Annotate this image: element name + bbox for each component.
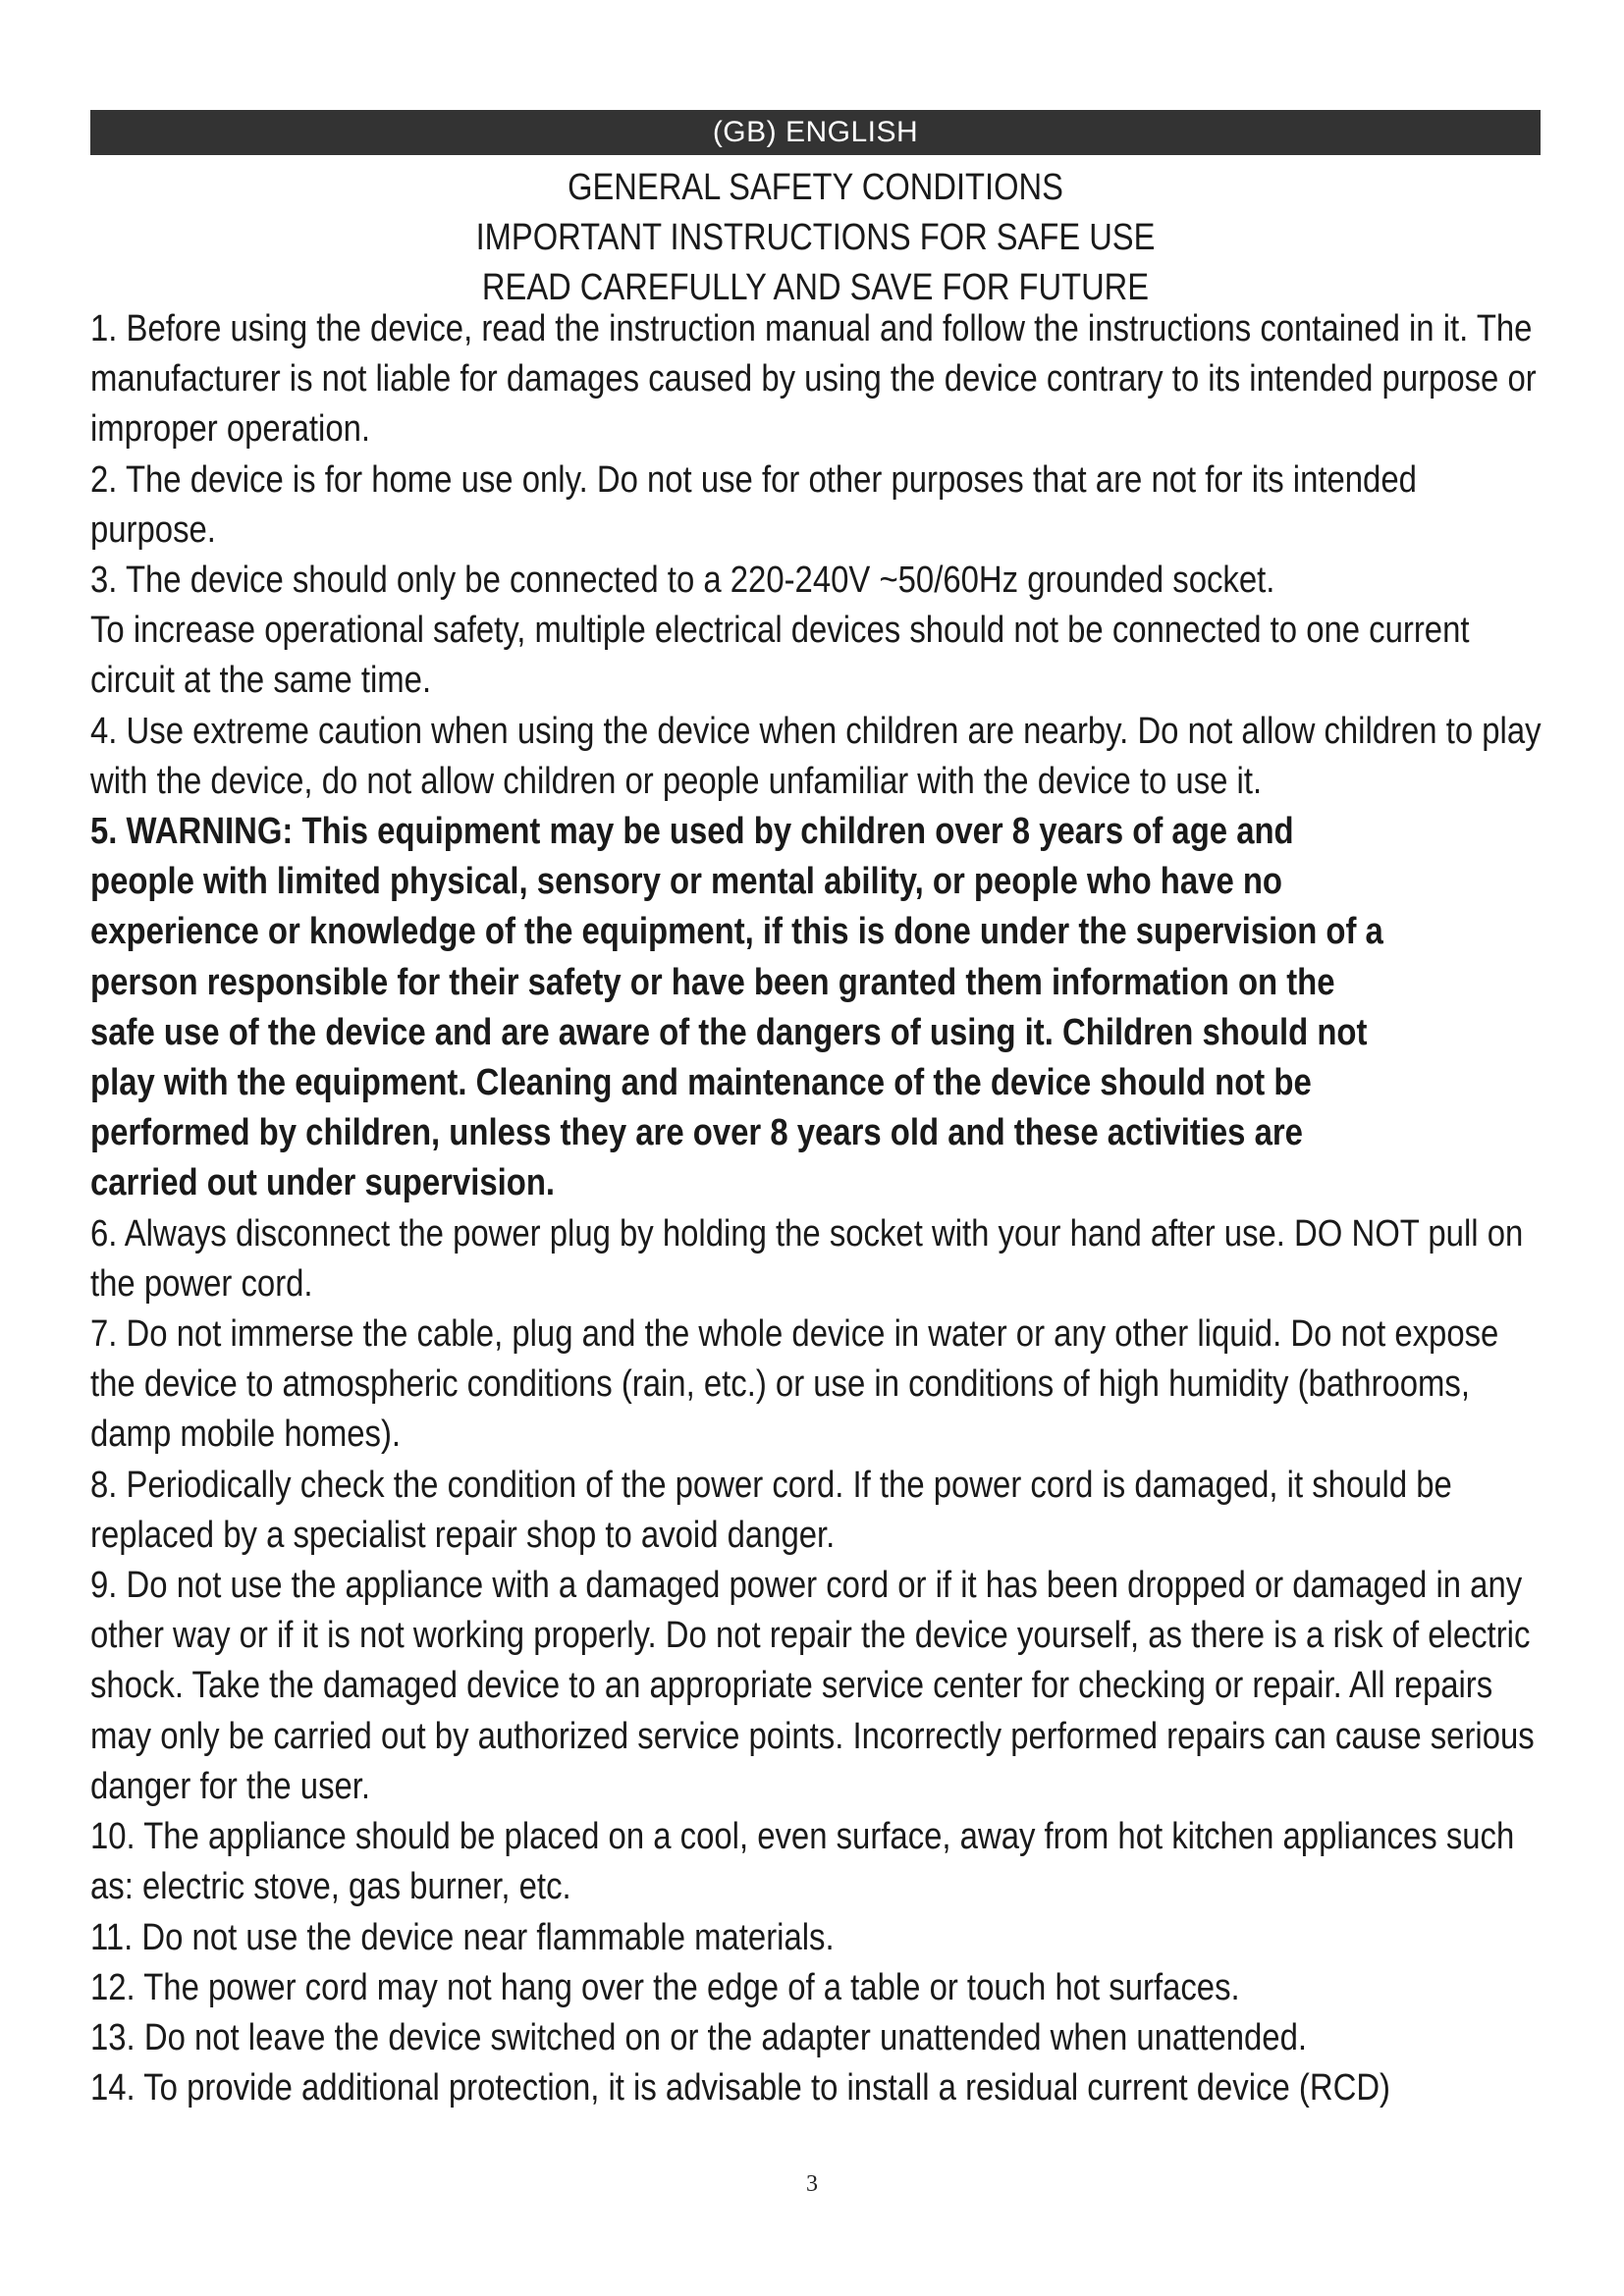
warning-line: safe use of the device and are aware of the dangers of using it. Children should not [90,1011,1368,1053]
instruction-12: 12. The power cord may not hang over the edge of a table or touch hot surfaces. [90,1966,1240,2008]
instruction-13: 13. Do not leave the device switched on or the adapter unattended when unattended. [90,2016,1308,2058]
warning-line: carried out under supervision. [90,1162,556,1204]
section-headings [191,163,1438,313]
title-read-carefully: READ CAREFULLY AND SAVE FOR FUTURE [481,267,1150,308]
safety-instructions-list [90,304,1543,2113]
title-important-instructions: IMPORTANT INSTRUCTIONS FOR SAFE USE [475,217,1156,258]
instruction-14: 14. To provide additional protection, it is advisable to install a residual current device (RCD) [90,2067,1391,2109]
instruction-5-warning [90,807,1543,1209]
page-number: 3 [806,2171,818,2197]
warning-line: 5. WARNING: This equipment may be used by children over 8 years of age and [90,811,1294,853]
warning-line: person responsible for their safety or have been granted them information on the [90,961,1335,1003]
instruction-1: 1. Before using the device, read the instruction manual and follow the instructions contained in it. The manufacturer is not liable for damages caused by using the device contrary to its intended purpose or improper operation. [90,308,1537,451]
warning-line: experience or knowledge of the equipment, if this is done under the supervision of a [90,911,1383,953]
instruction-11: 11. Do not use the device near flammable materials. [90,1916,835,1958]
warning-line: people with limited physical, sensory or mental ability, or people who have no [90,861,1283,903]
warning-line: play with the equipment. Cleaning and maintenance of the device should not be [90,1062,1312,1104]
title-general-safety: GENERAL SAFETY CONDITIONS [568,167,1063,208]
instruction-8: 8. Periodically check the condition of the power cord. If the power cord is damaged, it should be replaced by a specialist repair shop to avoid danger. [90,1464,1452,1556]
instruction-3: 3. The device should only be connected to a 220-240V ~50/60Hz grounded socket. [90,560,1275,602]
instruction-7: 7. Do not immerse the cable, plug and the whole device in water or any other liquid. Do not expose the device to atmospheric conditions (rain, etc.) or use in conditions of high humidity (bathrooms, damp mobile homes). [90,1313,1499,1456]
instruction-10: 10. The appliance should be placed on a cool, even surface, away from hot kitchen appliances such as: electric stove, gas burner, etc. [90,1816,1515,1908]
instruction-2: 2. The device is for home use only. Do not use for other purposes that are not for its intended purpose. [90,458,1417,551]
instruction-9: 9. Do not use the appliance with a damaged power cord or if it has been dropped or damaged in any other way or if it is not working properly. Do not repair the device yourself, as there is a risk of electric shock. Take the damaged device to an appropriate service center for checking or repair. All repairs may only be carried out by authorized service points. Incorrectly performed repairs can cause serious danger for the user. [90,1565,1535,1807]
warning-line: performed by children, unless they are over 8 years old and these activities are [90,1112,1303,1154]
language-header-bar: (GB) ENGLISH [90,110,1541,155]
instruction-6: 6. Always disconnect the power plug by holding the socket with your hand after use. DO NOT pull on the power cord. [90,1212,1524,1305]
instruction-4: 4. Use extreme caution when using the device when children are nearby. Do not allow children to play with the device, do not allow children or people unfamiliar with the device to use it. [90,710,1542,802]
instruction-3-note: To increase operational safety, multiple electrical devices should not be connected to one current circuit at the same time. [90,610,1470,702]
